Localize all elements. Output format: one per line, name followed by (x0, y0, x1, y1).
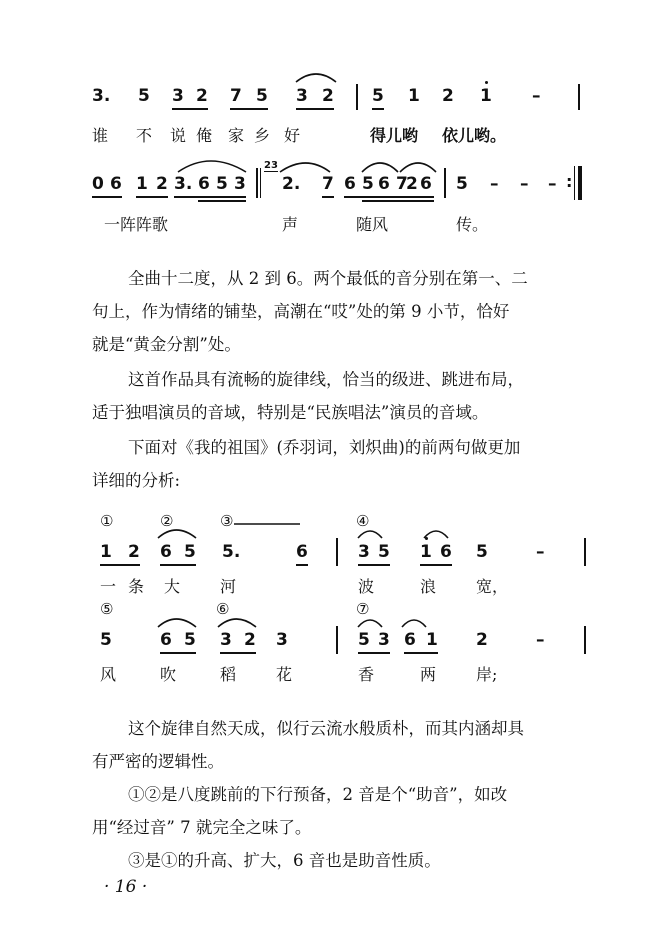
page-number: · 16 · (104, 877, 148, 897)
lyric: 花 (276, 665, 293, 684)
paragraph-line: 详细的分析: (92, 471, 181, 490)
note: 5 (476, 542, 488, 562)
paragraph-line: 适于独唱演员的音域，特别是“民族唱法”演员的音域。 (92, 403, 489, 422)
slur (158, 619, 196, 627)
note: 0 (92, 174, 104, 194)
note: 3 (172, 86, 184, 106)
phrase-mark: ⑦ (356, 600, 370, 618)
note: – (520, 174, 529, 194)
lyric: 说 (170, 126, 187, 145)
underline (296, 564, 308, 566)
lyric: 传。 (456, 215, 489, 234)
barline (256, 168, 258, 198)
lyric: 宽， (476, 577, 509, 596)
note: 1 (420, 542, 432, 562)
note: 6 (344, 174, 356, 194)
note: 1 (480, 86, 492, 106)
underline (198, 200, 246, 202)
slur (280, 163, 330, 172)
note: 5 (100, 630, 112, 650)
slur (358, 531, 382, 538)
barline (584, 538, 586, 566)
barline (336, 538, 338, 566)
slur (402, 620, 426, 627)
note: 3 (234, 174, 246, 194)
volta-number: 23 (264, 160, 278, 171)
lyric: 家 (228, 126, 245, 145)
slur (358, 620, 382, 627)
lyric: 声 (282, 215, 299, 234)
lyric: 俺 (196, 126, 213, 145)
note: 1 (136, 174, 148, 194)
phrase-mark: ⑥ (216, 600, 230, 618)
note: 6 (420, 174, 432, 194)
note: 5 (184, 630, 196, 650)
paragraph-line: 这首作品具有流畅的旋律线，恰当的级进、跳进布局， (128, 370, 524, 389)
barline (336, 626, 338, 654)
lyric: 吹 (160, 665, 177, 684)
underline (404, 652, 438, 654)
lyric: 岸; (476, 665, 498, 684)
barline (260, 168, 261, 198)
underline (160, 564, 196, 566)
end-barline-thin (574, 166, 575, 200)
paragraph-line: ①②是八度跳前的下行预备，2 音是个“助音”，如改 (128, 785, 508, 804)
underline (100, 564, 140, 566)
barline (578, 84, 580, 110)
underline (136, 196, 168, 198)
note: 2 (442, 86, 454, 106)
note: 3 (296, 86, 308, 106)
barline (444, 168, 446, 198)
barline (356, 84, 358, 110)
slur (178, 161, 246, 172)
note: 5. (222, 542, 241, 562)
paragraph-line: 就是“黄金分割”处。 (92, 335, 241, 354)
phrase-mark: ④ (356, 512, 370, 530)
lyric: 谁 (92, 126, 109, 145)
paragraph-line: 下面对《我的祖国》(乔羽词，刘炽曲)的前两句做更加 (128, 438, 521, 457)
note: 3. (92, 86, 111, 106)
note: 6 (296, 542, 308, 562)
lyric: 一阵阵歌 (104, 215, 169, 234)
repeat-dots: : (566, 172, 573, 191)
note: – (532, 86, 541, 106)
underline (344, 196, 434, 198)
underline (174, 196, 246, 198)
underline (420, 564, 452, 566)
phrase-mark: ① (100, 512, 114, 530)
note: – (490, 174, 499, 194)
note: – (548, 174, 557, 194)
lyric: 河 (220, 577, 237, 596)
lyric: 风 (100, 665, 117, 684)
lyric: 大 (164, 577, 181, 596)
note: 1 (100, 542, 112, 562)
phrase-mark: ② (160, 512, 174, 530)
note: 6 (378, 174, 390, 194)
paragraph-line: 有严密的逻辑性。 (92, 752, 224, 771)
underline (358, 564, 390, 566)
phrase-mark: ⑤ (100, 600, 114, 618)
lyric: 一 (100, 577, 117, 596)
note: 7 (322, 174, 334, 194)
underline (160, 652, 196, 654)
lyric: 浪 (420, 577, 437, 596)
lyric: 随风 (356, 215, 389, 234)
lyric: 条 (128, 577, 145, 596)
note: 1 (408, 86, 420, 106)
slur (158, 530, 196, 538)
note: 2 (322, 86, 334, 106)
note: 2 (156, 174, 168, 194)
note: 3 (220, 630, 232, 650)
barline (584, 626, 586, 654)
paragraph-line: 句上，作为情绪的铺垫，高潮在“哎”处的第 9 小节，恰好 (92, 302, 510, 321)
lyric: 好 (284, 126, 301, 145)
note: 5 (456, 174, 468, 194)
note: 5 (372, 86, 384, 106)
note: – (536, 630, 545, 650)
paragraph-line: 全曲十二度，从 2 到 6。两个最低的音分别在第一、二 (128, 269, 528, 288)
note: 5 (358, 630, 370, 650)
underline (172, 108, 208, 110)
note: 3 (358, 542, 370, 562)
lyric: 得儿哟 (370, 126, 419, 145)
note: 5 (378, 542, 390, 562)
note: 2 (196, 86, 208, 106)
note: 6 (160, 630, 172, 650)
underline (358, 652, 390, 654)
note: – (536, 542, 545, 562)
note: 6 (404, 630, 416, 650)
underline (322, 196, 334, 198)
note: 2 (244, 630, 256, 650)
note: 7 (230, 86, 242, 106)
octave-dot (425, 537, 428, 540)
note: 5 (362, 174, 374, 194)
slur (296, 74, 336, 82)
note: 2 (128, 542, 140, 562)
note: 5 (184, 542, 196, 562)
slur (218, 619, 256, 627)
note: 3 (276, 630, 288, 650)
octave-dot (485, 81, 488, 84)
lyric: 不 (136, 126, 153, 145)
underline (92, 196, 122, 198)
paragraph-line: 用“经过音” 7 就完全之味了。 (92, 818, 312, 837)
lyric: 依儿哟。 (442, 126, 507, 145)
note: 6 (198, 174, 210, 194)
note: 6 (160, 542, 172, 562)
note: 5 (256, 86, 268, 106)
underline (220, 652, 256, 654)
paragraph-line: ③是①的升高、扩大，6 音也是助音性质。 (128, 851, 441, 870)
lyric: 香 (358, 665, 375, 684)
underline (230, 108, 268, 110)
note: 6 (110, 174, 122, 194)
slur (400, 163, 436, 172)
note: 6 (440, 542, 452, 562)
note: 5 (216, 174, 228, 194)
note: 2 (476, 630, 488, 650)
end-barline-thick (578, 166, 582, 200)
note: 3. (174, 174, 193, 194)
note: 7 (396, 174, 408, 194)
lyric: 稻 (220, 665, 237, 684)
note: 5 (138, 86, 150, 106)
underline (372, 108, 384, 110)
lyric: 乡 (254, 126, 271, 145)
underline (296, 108, 334, 110)
underline (362, 200, 434, 202)
phrase-mark: ③ (220, 512, 234, 530)
note: 1 (426, 630, 438, 650)
note: 2 (406, 174, 418, 194)
slur (362, 163, 398, 172)
note: 3 (378, 630, 390, 650)
paragraph-line: 这个旋律自然天成，似行云流水般质朴，而其内涵却具 (128, 719, 524, 738)
lyric: 波 (358, 577, 375, 596)
note: 2. (282, 174, 301, 194)
lyric: 两 (420, 665, 437, 684)
